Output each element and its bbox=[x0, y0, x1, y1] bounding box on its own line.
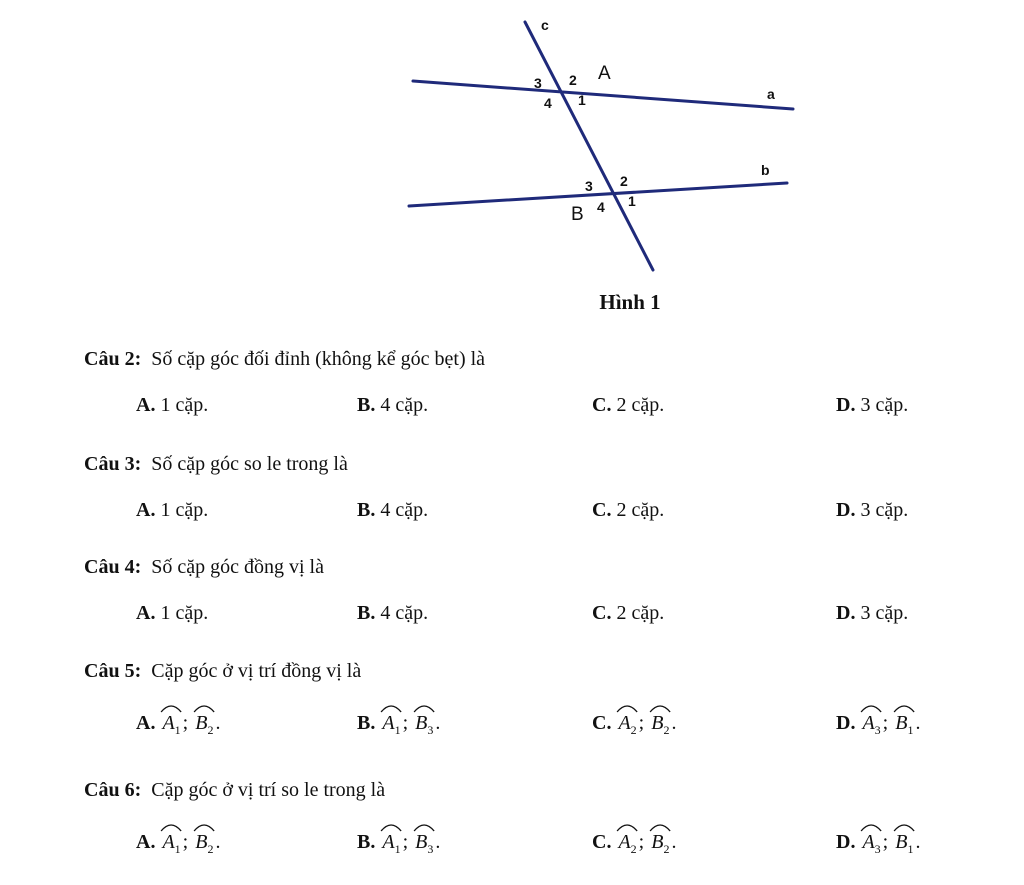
angle-vertex: B bbox=[195, 831, 208, 853]
angle-vertex: A bbox=[162, 712, 175, 734]
question-stem bbox=[84, 779, 385, 802]
angle-vertex: A bbox=[382, 831, 395, 853]
angle-symbol bbox=[893, 831, 915, 857]
angle-index: 1 bbox=[394, 842, 401, 856]
answer-option[interactable] bbox=[592, 602, 664, 625]
angle-a3: 3 bbox=[534, 75, 542, 91]
answer-option[interactable]: C. $A_2$ ; $B_2$ . bbox=[592, 712, 676, 738]
figure-caption: Hình 1 bbox=[599, 290, 661, 314]
question-stem bbox=[84, 556, 324, 579]
question-number: Câu 2: bbox=[84, 348, 142, 370]
angle-arc-icon bbox=[616, 703, 638, 713]
option-label: B. bbox=[357, 712, 376, 734]
option-label: A. bbox=[136, 712, 156, 734]
angle-vertex: A bbox=[162, 831, 175, 853]
answer-option[interactable] bbox=[136, 394, 208, 417]
angle-vertex: A bbox=[618, 831, 631, 853]
angle-index: 2 bbox=[630, 723, 637, 737]
angle-index: 2 bbox=[207, 842, 214, 856]
option-text: 4 cặp. bbox=[380, 394, 429, 416]
answer-option[interactable] bbox=[357, 499, 428, 522]
angle-symbol bbox=[649, 831, 671, 857]
answer-option[interactable] bbox=[836, 499, 908, 522]
angle-a4: 4 bbox=[544, 95, 552, 111]
answer-option[interactable] bbox=[836, 394, 908, 417]
option-text: 4 cặp. bbox=[380, 602, 429, 624]
option-text: 2 cặp. bbox=[616, 499, 665, 521]
question-text: Số cặp góc đối đỉnh (không kể góc bẹt) là bbox=[151, 348, 486, 370]
question-text: Cặp góc ở vị trí đồng vị là bbox=[151, 660, 362, 682]
label-a: a bbox=[767, 86, 775, 102]
option-text: 1 cặp. bbox=[160, 602, 209, 624]
angle-b3: 3 bbox=[585, 178, 593, 194]
angle-symbol bbox=[893, 712, 915, 738]
angle-index: 1 bbox=[907, 723, 914, 737]
option-label: A. bbox=[136, 394, 156, 416]
option-text: 3 cặp. bbox=[860, 394, 909, 416]
angle-a1: 1 bbox=[578, 92, 586, 108]
angle-vertex: B bbox=[415, 712, 428, 734]
option-label: D. bbox=[836, 831, 856, 853]
option-text: 3 cặp. bbox=[860, 602, 909, 624]
angle-b4: 4 bbox=[597, 199, 605, 215]
question-number: Câu 5: bbox=[84, 660, 142, 682]
option-label: B. bbox=[357, 831, 376, 853]
option-text: 1 cặp. bbox=[160, 394, 209, 416]
answer-option[interactable] bbox=[136, 499, 208, 522]
angle-arc-icon bbox=[413, 822, 435, 832]
angle-symbol bbox=[616, 831, 638, 857]
option-label: A. bbox=[136, 499, 156, 521]
option-text: 1 cặp. bbox=[160, 499, 209, 521]
option-label: D. bbox=[836, 394, 856, 416]
angle-vertex: A bbox=[382, 712, 395, 734]
angle-index: 3 bbox=[427, 723, 434, 737]
angle-symbol bbox=[413, 831, 435, 857]
angle-arc-icon bbox=[649, 703, 671, 713]
answer-option[interactable]: A. $A_1$ ; $B_2$ . bbox=[136, 831, 220, 857]
angle-arc-icon bbox=[160, 703, 182, 713]
angle-arc-icon bbox=[160, 822, 182, 832]
angle-arc-icon bbox=[893, 703, 915, 713]
angle-vertex: B bbox=[895, 831, 908, 853]
option-text: 3 cặp. bbox=[860, 499, 909, 521]
angle-index: 1 bbox=[907, 842, 914, 856]
option-text: 4 cặp. bbox=[380, 499, 429, 521]
question-stem bbox=[84, 453, 348, 476]
option-label: A. bbox=[136, 831, 156, 853]
angle-arc-icon bbox=[380, 703, 402, 713]
angle-arc-icon bbox=[380, 822, 402, 832]
option-label: C. bbox=[592, 499, 612, 521]
geometry-figure bbox=[395, 10, 815, 280]
angle-a2: 2 bbox=[569, 72, 577, 88]
answer-option[interactable] bbox=[357, 394, 428, 417]
label-c: c bbox=[541, 17, 549, 33]
question-text: Số cặp góc so le trong là bbox=[151, 453, 348, 475]
angle-symbol bbox=[616, 712, 638, 738]
option-text: 2 cặp. bbox=[616, 394, 665, 416]
option-label: C. bbox=[592, 712, 612, 734]
angle-index: 1 bbox=[174, 842, 181, 856]
answer-option[interactable]: B. $A_1$ ; $B_3$ . bbox=[357, 712, 440, 738]
option-label: D. bbox=[836, 712, 856, 734]
question-text: Số cặp góc đồng vị là bbox=[151, 556, 324, 578]
answer-option[interactable] bbox=[836, 602, 908, 625]
angle-symbol bbox=[413, 712, 435, 738]
question-stem bbox=[84, 660, 361, 683]
answer-option[interactable] bbox=[136, 602, 208, 625]
angle-arc-icon bbox=[413, 703, 435, 713]
angle-vertex: A bbox=[862, 831, 875, 853]
answer-option[interactable]: C. $A_2$ ; $B_2$ . bbox=[592, 831, 676, 857]
point-a-label: A bbox=[598, 63, 611, 84]
option-label: A. bbox=[136, 602, 156, 624]
angle-index: 3 bbox=[427, 842, 434, 856]
option-label: D. bbox=[836, 602, 856, 624]
angle-symbol bbox=[860, 831, 882, 857]
line-c bbox=[525, 22, 653, 270]
angle-symbol bbox=[380, 831, 402, 857]
answer-option[interactable]: A. $A_1$ ; $B_2$ . bbox=[136, 712, 220, 738]
angle-vertex: B bbox=[415, 831, 428, 853]
option-label: C. bbox=[592, 831, 612, 853]
angle-symbol bbox=[193, 831, 215, 857]
angle-index: 2 bbox=[207, 723, 214, 737]
angle-arc-icon bbox=[860, 703, 882, 713]
option-text: 2 cặp. bbox=[616, 602, 665, 624]
angle-index: 2 bbox=[663, 842, 670, 856]
label-b: b bbox=[761, 162, 770, 178]
angle-arc-icon bbox=[193, 822, 215, 832]
answer-option[interactable] bbox=[592, 394, 664, 417]
angle-symbol bbox=[380, 712, 402, 738]
angle-vertex: B bbox=[651, 712, 664, 734]
option-label: D. bbox=[836, 499, 856, 521]
answer-option[interactable]: B. $A_1$ ; $B_3$ . bbox=[357, 831, 440, 857]
angle-arc-icon bbox=[860, 822, 882, 832]
angle-arc-icon bbox=[616, 822, 638, 832]
option-label: C. bbox=[592, 394, 612, 416]
angle-b2: 2 bbox=[620, 173, 628, 189]
angle-vertex: B bbox=[195, 712, 208, 734]
angle-index: 1 bbox=[394, 723, 401, 737]
angle-b1: 1 bbox=[628, 193, 636, 209]
angle-symbol bbox=[860, 712, 882, 738]
angle-vertex: A bbox=[618, 712, 631, 734]
angle-symbol bbox=[160, 712, 182, 738]
option-label: B. bbox=[357, 499, 376, 521]
option-label: B. bbox=[357, 394, 376, 416]
line-a bbox=[413, 81, 793, 109]
point-b-label: B bbox=[571, 204, 584, 225]
option-label: B. bbox=[357, 602, 376, 624]
question-stem bbox=[84, 348, 485, 371]
angle-vertex: A bbox=[862, 712, 875, 734]
angle-symbol bbox=[193, 712, 215, 738]
angle-index: 3 bbox=[874, 842, 881, 856]
angle-index: 3 bbox=[874, 723, 881, 737]
angle-arc-icon bbox=[649, 822, 671, 832]
option-label: C. bbox=[592, 602, 612, 624]
angle-index: 1 bbox=[174, 723, 181, 737]
angle-index: 2 bbox=[630, 842, 637, 856]
angle-vertex: B bbox=[895, 712, 908, 734]
angle-arc-icon bbox=[193, 703, 215, 713]
question-number: Câu 6: bbox=[84, 779, 142, 801]
angle-vertex: B bbox=[651, 831, 664, 853]
answer-option[interactable] bbox=[357, 602, 428, 625]
question-text: Cặp góc ở vị trí so le trong là bbox=[151, 779, 386, 801]
answer-option[interactable]: D. $A_3$ ; $B_1$ . bbox=[836, 831, 920, 857]
answer-option[interactable]: D. $A_3$ ; $B_1$ . bbox=[836, 712, 920, 738]
angle-symbol bbox=[160, 831, 182, 857]
answer-option[interactable] bbox=[592, 499, 664, 522]
angle-symbol bbox=[649, 712, 671, 738]
question-number: Câu 3: bbox=[84, 453, 142, 475]
question-number: Câu 4: bbox=[84, 556, 142, 578]
angle-arc-icon bbox=[893, 822, 915, 832]
angle-index: 2 bbox=[663, 723, 670, 737]
